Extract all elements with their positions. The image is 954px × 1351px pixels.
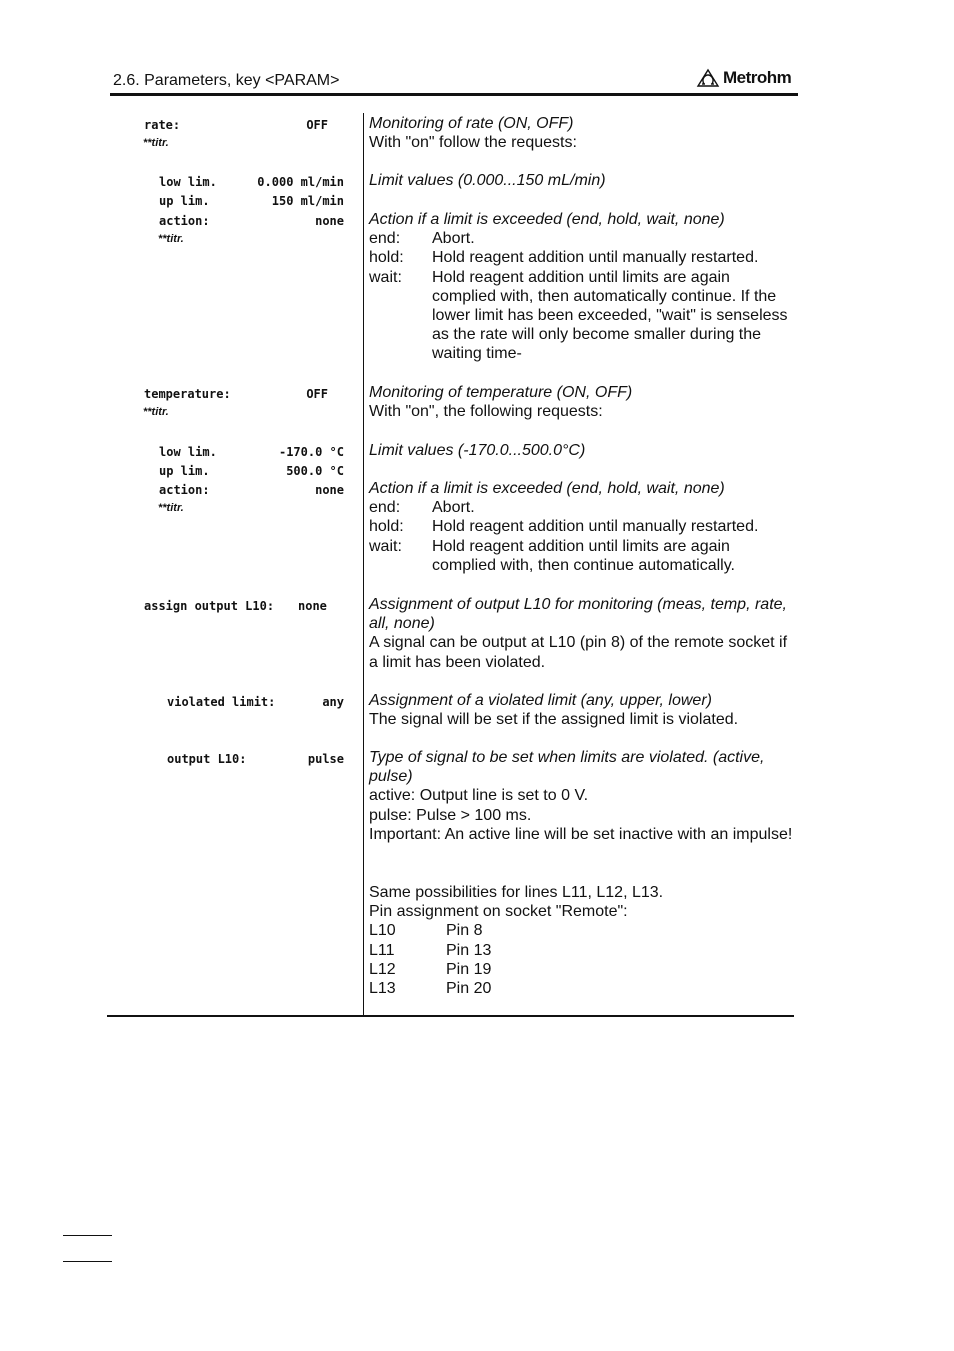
temp-up-value: 500.0 °C [286, 464, 344, 478]
action-key: end: [369, 499, 401, 517]
action-text: Abort. [432, 499, 475, 517]
output-heading: Type of signal to be set when limits are violated. (active, pulse) [369, 749, 765, 786]
pin-number: Pin 19 [446, 960, 492, 978]
output-l10-value: pulse [307, 752, 344, 766]
pin-row [369, 960, 794, 979]
assign-heading: Assignment of output L10 for monitoring (meas, temp, rate, all, none) [369, 596, 787, 633]
action-text: Hold reagent addition until limits are again complied with, then automatically continue. If the lower limit has been exceeded, "wait" is senseless as the rate will only become smaller during the waiting time- [432, 268, 788, 363]
rate-low-label: low lim. [159, 175, 217, 189]
temp-action-end [369, 498, 794, 517]
same-possibilities-text: Same possibilities for lines L11, L12, L13. [369, 884, 664, 901]
rate-titr: **titr. [143, 137, 169, 149]
header-rule [110, 93, 798, 96]
action-text: Hold reagent addition until limits are again complied with, then continue automatically. [432, 537, 735, 574]
assign-output-description [369, 595, 794, 672]
footer-line [63, 1261, 112, 1262]
pin-number: Pin 20 [446, 980, 492, 998]
pin-line: L13 [369, 980, 396, 998]
action-key: wait: [369, 268, 402, 286]
violated-text: The signal will be set if the assigned limit is violated. [369, 711, 739, 729]
temperature-description [369, 383, 794, 421]
temperature-heading: Monitoring of temperature (ON, OFF) [369, 384, 633, 401]
temp-low-value: -170.0 °C [278, 445, 344, 459]
pin-row [369, 921, 794, 940]
rate-action-hold [369, 248, 794, 267]
temp-action-titr: **titr. [158, 502, 184, 514]
temp-up-label: up lim. [159, 464, 210, 478]
rate-up-label: up lim. [159, 194, 210, 208]
temp-low-label: low lim. [159, 445, 217, 459]
assign-output-label: assign output L10: [144, 599, 275, 613]
rate-action-end [369, 229, 794, 248]
output-l10-label: output L10: [167, 752, 247, 766]
action-text: Abort. [432, 230, 475, 248]
column-divider [363, 113, 364, 1017]
assign-text: A signal can be output at L10 (pin 8) of the remote socket if a limit has been violated. [369, 634, 788, 671]
pin-line: L11 [369, 941, 395, 959]
bottom-rule [107, 1015, 794, 1017]
rate-description [369, 114, 794, 152]
pin-row [369, 979, 794, 998]
temperature-value: OFF [306, 387, 328, 401]
pin-row [369, 941, 794, 960]
rate-action-heading: Action if a limit is exceeded (end, hold, wait, none) [369, 211, 725, 228]
rate-limits: Limit values (0.000...150 mL/min) [369, 172, 606, 189]
temp-limits: Limit values (-170.0...500.0°C) [369, 442, 586, 459]
output-line-important: Important: An active line will be set inactive with an impulse! [369, 825, 793, 843]
action-text: Hold reagent addition until manually restarted. [432, 518, 759, 536]
temp-action-description [369, 479, 794, 575]
output-line-active: active: Output line is set to 0 V. [369, 787, 589, 805]
rate-action-titr: **titr. [158, 233, 184, 245]
pin-number: Pin 8 [446, 922, 483, 940]
output-l10-description [369, 748, 794, 844]
rate-action-description [369, 210, 794, 364]
action-key: end: [369, 230, 401, 248]
rate-text: With "on" follow the requests: [369, 134, 577, 152]
temperature-text: With "on", the following requests: [369, 403, 603, 421]
footer-line [63, 1235, 112, 1236]
rate-value: OFF [306, 118, 328, 132]
rate-low-value: 0.000 ml/min [257, 175, 344, 189]
omega-logo-icon [696, 68, 720, 88]
rate-heading: Monitoring of rate (ON, OFF) [369, 115, 574, 132]
pin-number: Pin 13 [446, 941, 492, 959]
action-key: hold: [369, 249, 404, 267]
temp-action-hold [369, 517, 794, 536]
rate-action-wait [369, 268, 794, 364]
action-key: hold: [369, 518, 404, 536]
assign-output-value: none [298, 599, 327, 613]
pin-assignment-description [369, 883, 794, 998]
violated-limit-value: any [322, 695, 344, 709]
violated-limit-label: violated limit: [167, 695, 276, 709]
pin-heading: Pin assignment on socket "Remote": [369, 903, 628, 921]
temp-action-label: action: [159, 483, 210, 497]
logo-text: Metrohm [723, 68, 792, 87]
section-title: 2.6. Parameters, key <PARAM> [113, 72, 340, 89]
violated-limit-description [369, 691, 794, 729]
rate-action-label: action: [159, 214, 210, 228]
rate-action-value: none [315, 214, 344, 228]
temperature-titr: **titr. [143, 406, 169, 418]
temp-action-wait [369, 537, 794, 575]
action-text: Hold reagent addition until manually restarted. [432, 249, 759, 267]
metrohm-logo [696, 68, 791, 88]
rate-up-value: 150 ml/min [271, 194, 344, 208]
action-key: wait: [369, 537, 402, 555]
temp-action-heading: Action if a limit is exceeded (end, hold, wait, none) [369, 480, 725, 497]
pin-line: L12 [369, 960, 396, 978]
pin-line: L10 [369, 922, 396, 940]
output-line-pulse: pulse: Pulse > 100 ms. [369, 806, 532, 824]
temperature-label: temperature: [144, 387, 231, 401]
rate-label: rate: [144, 118, 181, 132]
violated-heading: Assignment of a violated limit (any, upper, lower) [369, 692, 712, 709]
temp-action-value: none [315, 483, 344, 497]
